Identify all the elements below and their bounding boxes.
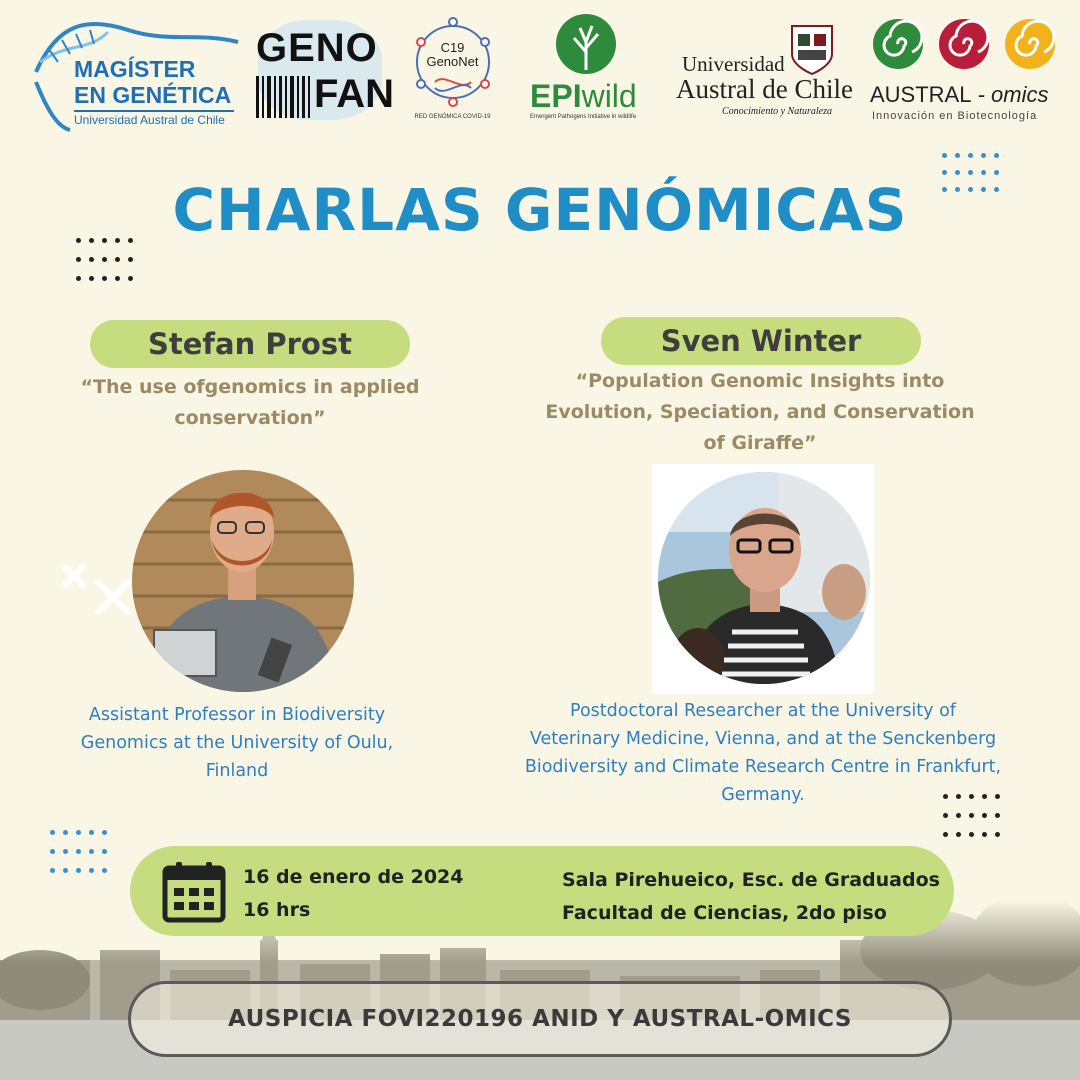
crest-icon	[790, 24, 834, 76]
talk-title-line: “The use ofgenomics in applied	[80, 376, 420, 398]
event-place-line2: Facultad de Ciencias, 2do piso	[562, 902, 887, 924]
dot-grid-bottom-left	[50, 830, 107, 873]
bio-line: Genomics at the University of Oulu,	[80, 733, 394, 753]
epiwild-b: wild	[581, 78, 637, 114]
speaker-name-sven: Sven Winter	[601, 317, 921, 365]
genofan-top: GENO	[256, 26, 378, 70]
calendar-icon	[162, 860, 226, 924]
event-place-line1: Sala Pirehueico, Esc. de Graduados	[562, 869, 940, 891]
red-spiral-icon	[939, 19, 989, 69]
magister-divider	[74, 110, 234, 112]
epiwild-sub: Emergent Pathogens Initiative in wildlife	[530, 114, 637, 120]
bio-line: Finland	[205, 761, 269, 781]
green-spiral-icon	[873, 19, 923, 69]
speaker-photo-stefan	[132, 470, 354, 692]
epiwild-a: EPI	[530, 78, 582, 114]
tree-icon	[554, 12, 618, 76]
omics-sub: Innovación en Biotecnología	[872, 110, 1038, 122]
talk-title-stefan	[40, 372, 460, 434]
omics-a: AUSTRAL	[870, 82, 972, 107]
epiwild-logo	[526, 12, 646, 124]
barcode-icon	[256, 76, 312, 118]
c19-genonet-logo	[405, 12, 500, 124]
uach-line2b: de Chile	[755, 74, 853, 104]
dot-grid-left	[76, 238, 133, 281]
bio-line: Biodiversity and Climate Research Centre in Frankfurt,	[524, 757, 1002, 777]
speaker-photo-sven	[658, 472, 870, 684]
portrait-stefan-icon	[132, 470, 354, 692]
bio-line: Veterinary Medicine, Vienna, and at the Senckenberg	[529, 729, 997, 749]
genofan-logo	[252, 14, 394, 126]
bio-line: Postdoctoral Researcher at the University of	[570, 701, 956, 721]
speaker-name-stefan: Stefan Prost	[90, 320, 410, 368]
magister-genetica-logo	[28, 12, 243, 134]
bio-line: Germany.	[721, 785, 805, 805]
omics-wordmark	[870, 82, 1048, 108]
uach-line2	[676, 74, 853, 105]
event-time: 16 hrs	[243, 899, 311, 921]
page-title: CHARLAS GENÓMICAS	[172, 176, 908, 244]
bio-sven	[480, 697, 1046, 809]
event-date: 16 de enero de 2024	[243, 866, 464, 888]
c19-line2: GenoNet	[426, 54, 479, 69]
yellow-spiral-icon	[1005, 19, 1055, 69]
x-marks-decoration	[58, 560, 138, 620]
spiral-icons	[868, 14, 1068, 74]
sponsor-banner: AUSPICIA FOVI220196 ANID Y AUSTRAL-OMICS	[128, 981, 952, 1057]
bio-line: Assistant Professor in Biodiversity	[88, 705, 386, 725]
talk-title-line: Evolution, Speciation, and Conservation	[545, 401, 975, 423]
talk-title-line: of Giraffe”	[703, 432, 817, 454]
speaker-photo-frame-sven	[652, 464, 874, 694]
uach-line1: Universidad	[682, 52, 785, 76]
dot-grid-top-right	[942, 153, 999, 192]
uach-logo	[672, 22, 853, 122]
uach-line2a: Austral	[676, 74, 756, 104]
c19-sub: RED GENÓMICA COVID-19	[414, 114, 491, 120]
omics-b: - omics	[971, 82, 1049, 107]
talk-title-line: “Population Genomic Insights into	[575, 370, 945, 392]
bio-stefan	[30, 701, 444, 785]
c19-line1: C19	[440, 40, 465, 55]
genofan-bottom: FAN	[314, 72, 394, 116]
magister-sub: Universidad Austral de Chile	[74, 113, 225, 127]
talk-title-line: conservation”	[174, 407, 326, 429]
epiwild-wordmark	[530, 78, 637, 115]
austral-omics-logo	[868, 14, 1068, 129]
magister-line1: MAGÍSTER	[74, 56, 196, 82]
uach-sub: Conocimiento y Naturaleza	[722, 106, 832, 117]
portrait-sven-icon	[658, 472, 870, 684]
magister-line2: EN GENÉTICA	[74, 82, 232, 108]
talk-title-sven	[520, 366, 1000, 459]
